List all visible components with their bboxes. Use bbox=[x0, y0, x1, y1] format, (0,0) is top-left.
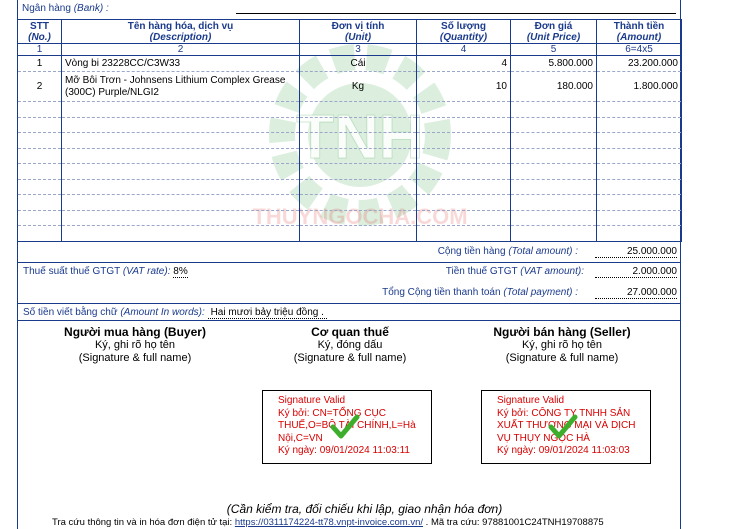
empty-row bbox=[18, 133, 682, 149]
amount-in-words-label: Số tiền viết bằng chữ bbox=[23, 307, 118, 318]
col-num: 2 bbox=[62, 44, 300, 56]
col-header-amount: Thành tiền (Amount) bbox=[597, 20, 682, 44]
col-num: 1 bbox=[18, 44, 62, 56]
buyer-sign-note: Ký, ghi rõ họ tên bbox=[94, 339, 176, 351]
seller-sign-note: Ký, ghi rõ họ tên bbox=[521, 339, 603, 351]
lookup-code: . Mã tra cứu: 97881001C24TNH19708875 bbox=[425, 517, 604, 528]
col-header-description: Tên hàng hóa, dịch vụ (Description) bbox=[62, 20, 300, 44]
watermark-site-text: THUYNGOCHA.COM bbox=[252, 204, 468, 229]
vat-rate-label-en: (VAT rate): bbox=[122, 266, 171, 277]
vat-amount-value: 2.000.000 bbox=[595, 266, 677, 278]
sig-signer: XUẤT THƯƠNG MẠI VÀ DỊCH bbox=[497, 420, 636, 431]
row-quantity: 10 bbox=[417, 72, 511, 102]
empty-row bbox=[18, 164, 682, 180]
row-no: 2 bbox=[18, 72, 62, 102]
total-payment-label: Tổng Cộng tiền thanh toán bbox=[382, 287, 501, 298]
row-amount: 1.800.000 bbox=[597, 72, 682, 102]
subtotal-label-en: (Total amount) : bbox=[508, 246, 578, 257]
subtotal-label: Cộng tiền hàng bbox=[437, 246, 506, 257]
row-quantity: 4 bbox=[417, 56, 511, 72]
vat-rate-label: Thuế suất thuế GTGT bbox=[23, 266, 121, 277]
tax-authority-signature-block bbox=[250, 326, 450, 365]
vat-amount-label: Tiền thuế GTGT bbox=[445, 266, 518, 277]
empty-row bbox=[18, 148, 682, 164]
vat-rate-value: 8% bbox=[173, 266, 188, 277]
col-num: 5 bbox=[511, 44, 597, 56]
row-unit-price: 5.800.000 bbox=[511, 56, 597, 72]
sig-signer: Ký bởi: CN=TỔNG CỤC bbox=[278, 407, 386, 419]
row-unit: Cái bbox=[300, 56, 417, 72]
signature-divider bbox=[17, 320, 681, 321]
row-no: 1 bbox=[18, 56, 62, 72]
checkmark-icon bbox=[330, 412, 360, 442]
col-num: 3 bbox=[300, 44, 417, 56]
lookup-prefix: Tra cứu thông tin và in hóa đơn điện tử tại: bbox=[52, 517, 233, 528]
seller-sign-note-en: (Signature & full name) bbox=[505, 352, 619, 364]
sig-status: Signature Valid bbox=[497, 395, 565, 406]
total-payment-row bbox=[17, 287, 578, 299]
buyer-signature-block bbox=[35, 326, 235, 365]
amount-in-words-label-en: (Amount In words): bbox=[120, 307, 205, 318]
row-unit-price: 180.000 bbox=[511, 72, 597, 102]
seller-title: Người bán hàng (Seller) bbox=[493, 325, 631, 339]
amount-in-words-value: Hai mươi bảy triệu đồng . bbox=[208, 307, 327, 319]
tax-authority-sign-note-en: (Signature & full name) bbox=[293, 352, 407, 364]
table-header-row bbox=[18, 20, 682, 44]
table-row bbox=[18, 56, 682, 72]
empty-row bbox=[18, 102, 682, 118]
total-payment-label-en: (Total payment) : bbox=[503, 287, 578, 298]
tax-authority-sign-note: Ký, đóng dấu bbox=[317, 339, 383, 351]
col-num: 4 bbox=[417, 44, 511, 56]
col-num: 6=4x5 bbox=[597, 44, 682, 56]
sig-date: Ký ngày: 09/01/2024 11:03:11 bbox=[278, 445, 410, 456]
col-header-unit: Đơn vị tính (Unit) bbox=[300, 20, 417, 44]
col-header-quantity: Số lượng (Quantity) bbox=[417, 20, 511, 44]
sig-status: Signature Valid bbox=[278, 395, 346, 406]
buyer-title: Người mua hàng (Buyer) bbox=[64, 325, 206, 339]
row-amount: 23.200.000 bbox=[597, 56, 682, 72]
bank-line bbox=[236, 13, 676, 14]
sig-signer: Nội,C=VN bbox=[278, 432, 323, 444]
seller-signature-block bbox=[462, 326, 662, 365]
words-divider bbox=[17, 303, 681, 304]
items-table bbox=[17, 19, 682, 242]
row-description: Mỡ Bôi Trơn - Johnsens Lithium Complex Grease (300C) Purple/NLGI2 bbox=[62, 72, 300, 102]
lookup-link[interactable]: https://0311174224-tt78.vnpt-invoice.com.vn/ bbox=[234, 517, 424, 528]
footer-lookup bbox=[52, 517, 604, 528]
totals-top-divider bbox=[17, 241, 681, 242]
subtotal-value: 25.000.000 bbox=[595, 246, 677, 258]
empty-row bbox=[18, 226, 682, 242]
bank-label: Ngân hàng bbox=[22, 3, 71, 14]
row-description: Vòng bi 23228CC/C3W33 bbox=[62, 56, 300, 72]
empty-row bbox=[18, 195, 682, 211]
col-header-unit-price: Đơn giá (Unit Price) bbox=[511, 20, 597, 44]
total-payment-value: 27.000.000 bbox=[595, 287, 677, 299]
empty-row bbox=[18, 179, 682, 195]
bank-row bbox=[22, 3, 109, 14]
sig-signer: Ký bởi: CÔNG TY TNHH SẢN bbox=[497, 407, 631, 419]
sig-signer: VỤ THỤY NGỌC HÀ bbox=[497, 432, 590, 444]
watermark-logo-text: TNH bbox=[296, 103, 424, 172]
vat-divider bbox=[17, 262, 681, 263]
footer-note: (Cần kiểm tra, đối chiếu khi lập, giao nhận hóa đơn) bbox=[226, 502, 503, 516]
tax-authority-title: Cơ quan thuế bbox=[311, 325, 389, 339]
sig-date: Ký ngày: 09/01/2024 11:03:03 bbox=[497, 445, 630, 456]
column-number-row bbox=[18, 44, 682, 56]
empty-row bbox=[18, 117, 682, 133]
amount-in-words-row bbox=[23, 307, 327, 318]
subtotal-row bbox=[17, 246, 578, 258]
vat-amount-label-en: (VAT amount): bbox=[520, 266, 584, 277]
sig-signer: THUẾ,O=BỘ TÀI CHÍNH,L=Hà bbox=[278, 420, 416, 431]
bank-label-en: (Bank) : bbox=[73, 3, 109, 14]
row-unit: Kg bbox=[300, 72, 417, 102]
empty-row bbox=[18, 210, 682, 226]
buyer-sign-note-en: (Signature & full name) bbox=[78, 352, 192, 364]
vat-amount-row bbox=[17, 266, 584, 278]
checkmark-icon bbox=[548, 412, 578, 442]
table-row bbox=[18, 72, 682, 102]
col-header-no: STT (No.) bbox=[18, 20, 62, 44]
